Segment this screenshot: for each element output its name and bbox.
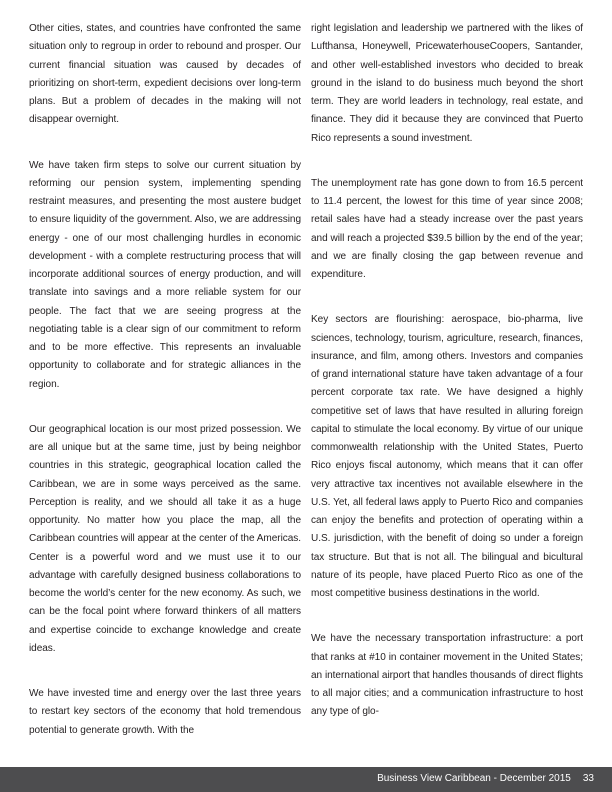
publication-name: Business View Caribbean - December 2015 bbox=[377, 773, 571, 784]
paragraph: right legislation and leadership we partnered with the likes of Lufthansa, Honeywell, PricewaterhouseCoopers, Santander, and other well-established investors who decided to break ground in the island to do business much beyond the short term. They are world leaders in technology, real estate, and finance. They did it because they are convinced that Puerto Rico represents a sound investment. bbox=[311, 23, 583, 144]
paragraph: We have invested time and energy over the last three years to restart key sectors of the economy that hold tremendous potential to generate growth. With the bbox=[29, 688, 301, 736]
paragraph: Our geographical location is our most prized possession. We are all unique but at the same time, just by being neighbor countries in this strategic, geographical location called the Caribbean, we are in some ways perceived as the same. Perception is reality, and we should all take it as a huge opportunity. No matter how you place the map, all the Caribbean countries will appear at the center of the Americas. Center is a powerful word and we must use it to our advantage with carefully designed business collaborations to become the world’s center for the new economy. As such, we can be the focal point where forward thinkers of all matters and expertise coincide to exchange knowledge and create ideas. bbox=[29, 423, 301, 654]
paragraph: We have the necessary transportation infrastructure: a port that ranks at #10 in container movement in the United States; an international airport that handles thousands of direct flights to all major cities; and a communication infrastructure to host any type of glo- bbox=[311, 633, 583, 718]
page-number: 33 bbox=[582, 773, 594, 784]
paragraph: We have taken firm steps to solve our current situation by reforming our pension system, implementing spending restraint measures, and presenting the most austere budget to ensure liquidity of the government. Also, we are addressing energy - one of our most challenging hurdles in economic development - with a complete restructuring process that will incorporate additional sources of energy production, and will translate into savings and a more reliable system for our people. The fact that we are seeing progress at the negotiating table is a clear sign of our commitment to reform and to be more effective. This represents an invaluable opportunity to collaborate and for strategic alliances in the region. bbox=[29, 159, 301, 390]
left-text-column bbox=[29, 20, 301, 740]
paragraph: Other cities, states, and countries have confronted the same situation only to regroup in order to rebound and prosper. Our current financial situation was caused by decades of prioritizing on short-term, expedient decisions over long-term plans. But a problem of decades in the making will not disappear overnight. bbox=[29, 23, 301, 126]
page-footer bbox=[0, 767, 612, 792]
footer-text bbox=[377, 771, 594, 787]
right-text-column bbox=[311, 20, 583, 722]
paragraph: The unemployment rate has gone down to from 16.5 percent to 11.4 percent, the lowest for this time of year since 2008; retail sales have had a steady increase over the past years and will reach a projected $39.5 billion by the end of the year; and we are finally closing the gap between revenue and expenditure. bbox=[311, 177, 583, 280]
paragraph: Key sectors are flourishing: aerospace, bio-pharma, live sciences, technology, tourism, agriculture, research, finances, insurance, and film, among others. Investors and companies of grand international stature have taken advantage of a four percent corporate tax rate. We have designed a highly competitive set of laws that have resulted in alluring foreign capital to stimulate the local economy. By virtue of our unique commonwealth relationship with the United States, Puerto Rico enjoys fiscal autonomy, which means that it can offer very attractive tax incentives not available elsewhere in the U.S. Yet, all federal laws apply to Puerto Rico and companies can enjoy the benefits and protection of operating within a U.S. jurisdiction, with the benefit of doing so under a foreign tax structure. But that is not all. The bilingual and bicultural nature of its people, have placed Puerto Rico as one of the most competitive business destinations in the world. bbox=[311, 314, 583, 599]
